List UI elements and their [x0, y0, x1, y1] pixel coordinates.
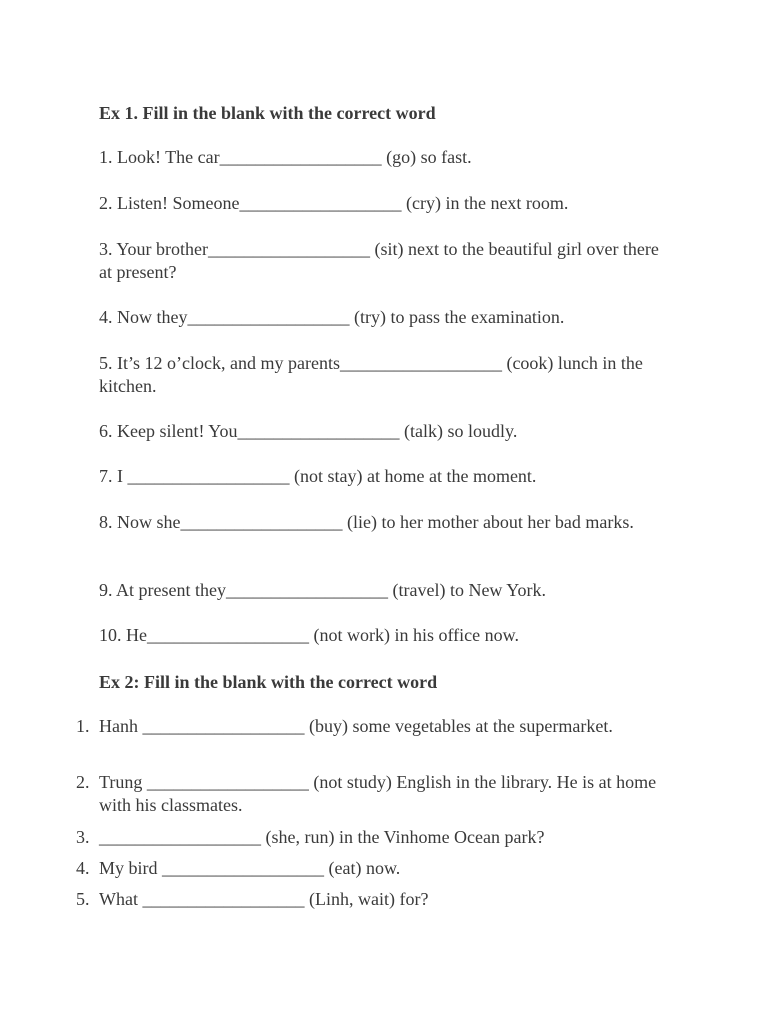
ex1-item-10: 10. He__________________ (not work) in his office now.: [99, 625, 519, 645]
ex2-item-number: 5.: [76, 889, 90, 909]
ex2-item-number: 4.: [76, 858, 90, 878]
ex2-item-number: 1.: [76, 716, 90, 736]
ex1-item-5: 5. It’s 12 o’clock, and my parents__________________ (cook) lunch in the kitchen.: [99, 353, 643, 396]
ex2-item-text: What __________________ (Linh, wait) for?: [99, 889, 429, 909]
ex2-item-number: 2.: [76, 772, 90, 792]
ex2-item-text: __________________ (she, run) in the Vinhome Ocean park?: [99, 827, 545, 847]
ex2-item-1: [76, 715, 674, 738]
ex2-item-text: My bird __________________ (eat) now.: [99, 858, 401, 878]
ex2-item-text: Hanh __________________ (buy) some vegetables at the supermarket.: [99, 716, 613, 736]
ex1-item-9: 9. At present they__________________ (travel) to New York.: [99, 580, 546, 600]
ex2-heading: Ex 2: Fill in the blank with the correct word: [99, 672, 438, 692]
ex1-item-7: 7. I __________________ (not stay) at home at the moment.: [99, 466, 537, 486]
ex2-item-3: [76, 826, 674, 849]
ex1-item-2: 2. Listen! Someone__________________ (cry) in the next room.: [99, 193, 569, 213]
ex1-heading: Ex 1. Fill in the blank with the correct word: [99, 103, 436, 123]
ex2-item-2: [76, 771, 674, 817]
ex1-item-6: 6. Keep silent! You__________________ (talk) so loudly.: [99, 421, 518, 441]
ex2-item-text: Trung __________________ (not study) English in the library. He is at home with his classmates.: [99, 772, 657, 815]
ex1-item-3: 3. Your brother__________________ (sit) next to the beautiful girl over there at present?: [99, 239, 659, 282]
ex1-item-8: 8. Now she__________________ (lie) to her mother about her bad marks.: [99, 512, 634, 532]
ex2-item-5: [76, 888, 674, 911]
ex1-item-4: 4. Now they__________________ (try) to pass the examination.: [99, 307, 565, 327]
ex2-item-number: 3.: [76, 827, 90, 847]
ex1-item-1: 1. Look! The car__________________ (go) so fast.: [99, 147, 472, 167]
ex2-item-4: [76, 857, 674, 880]
